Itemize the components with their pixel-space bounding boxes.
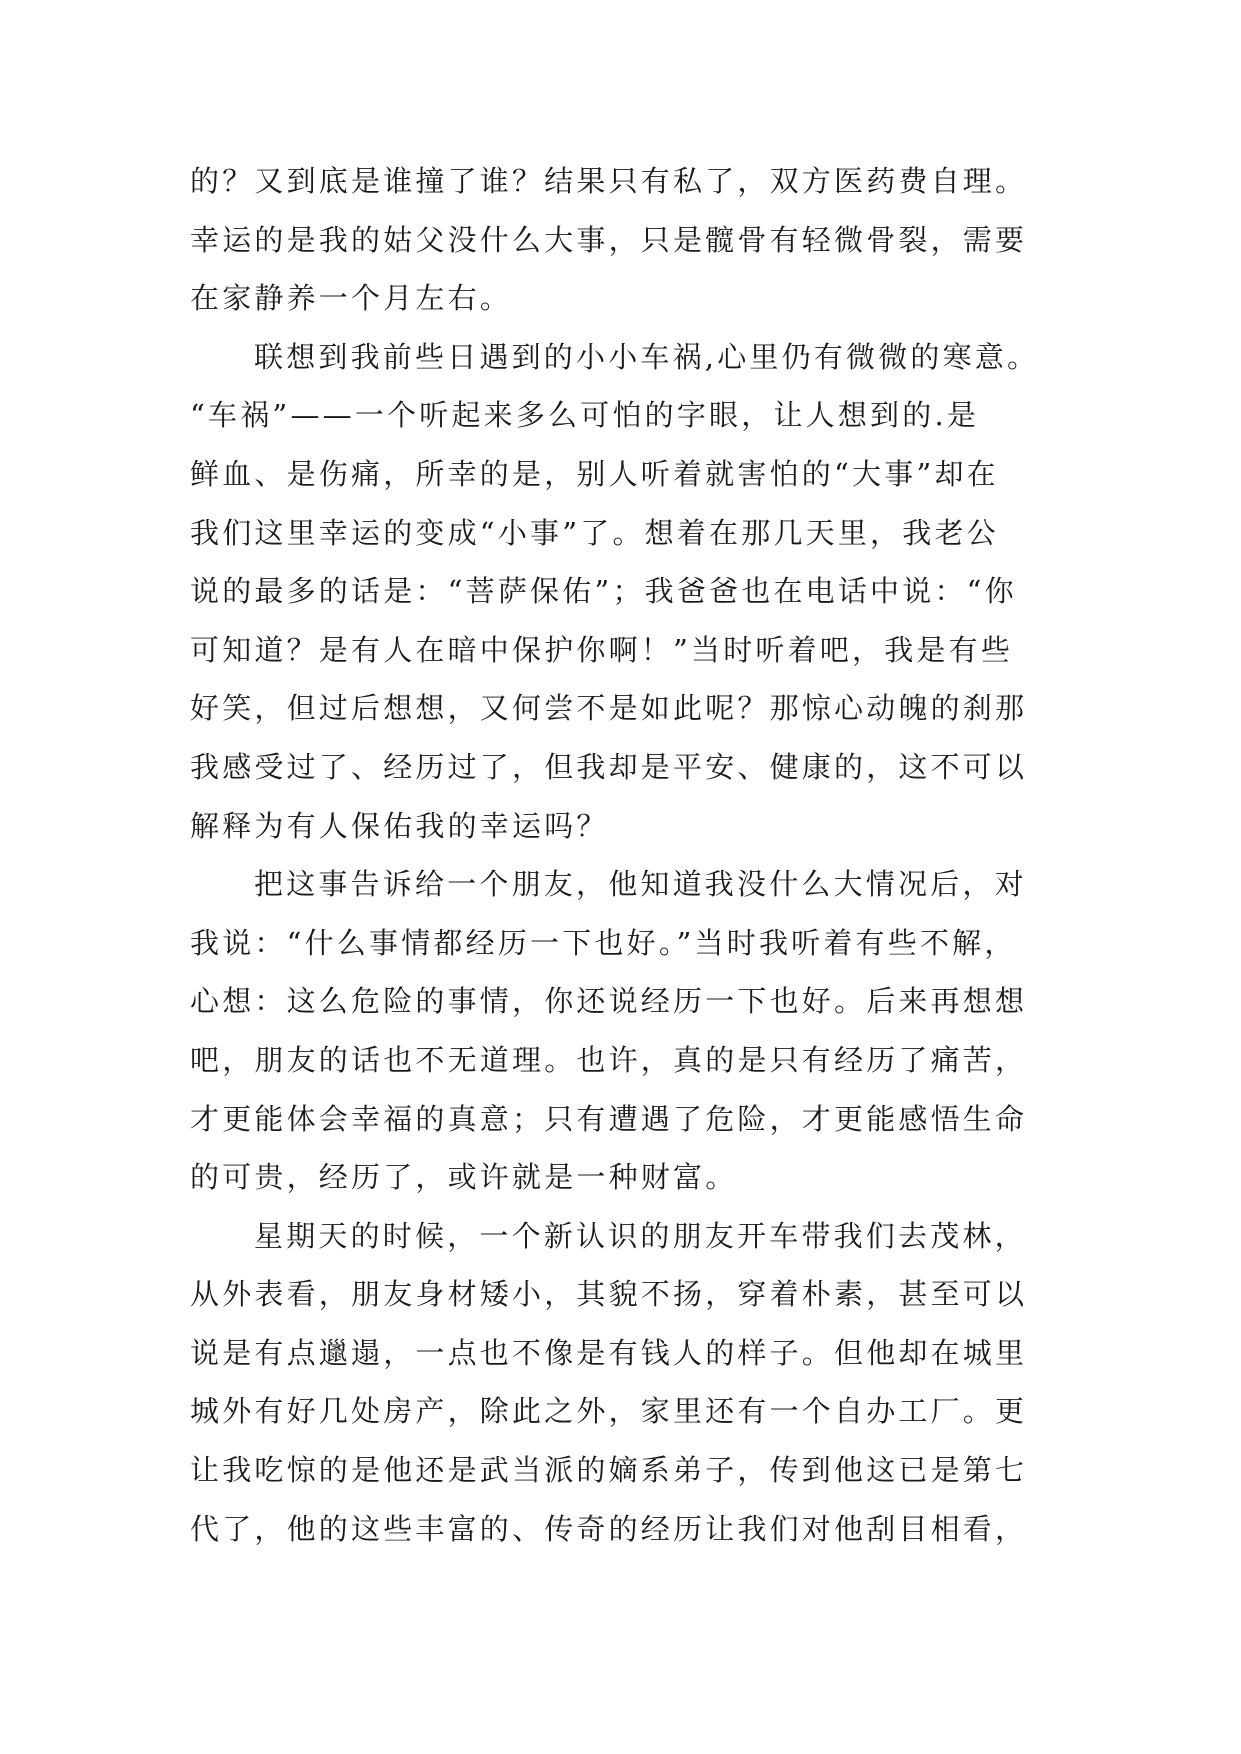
text-line: 的？又到底是谁撞了谁？结果只有私了，双方医药费自理。 [190,164,1028,198]
body-text [190,152,1080,1558]
text-line: 说是有点邋遢，一点也不像是有钱人的样子。但他却在城里 [190,1335,1028,1370]
text-line: 好笑，但过后想想，又何尝不是如此呢？那惊心动魄的刹那 [190,691,1028,726]
text-line: “车祸”——一个听起来多么可怕的字眼，让人想到的.是 [190,398,980,433]
text-line: 说的最多的话是：“菩萨保佑”；我爸爸也在电话中说：“你 [190,574,1017,609]
paragraph-first-line: 星期天的时候，一个新认识的朋友开车带我们去茂林， [254,1218,1027,1253]
text-line: 吧，朋友的话也不无道理。也许，真的是只有经历了痛苦， [190,1042,1028,1077]
text-line: 让我吃惊的是他还是武当派的嫡系弟子，传到他这已是第七 [190,1453,1028,1488]
text-line: 城外有好几处房产，除此之外，家里还有一个自办工厂。更 [190,1394,1028,1429]
text-line: 在家静养一个月左右。 [190,281,513,316]
paragraph-first-line: 把这事告诉给一个朋友，他知道我没什么大情况后，对 [254,867,1027,902]
text-line: 我们这里幸运的变成“小事”了。想着在那几天里，我老公 [190,515,999,550]
text-line: 幸运的是我的姑父没什么大事，只是髋骨有轻微骨裂，需要 [190,222,1028,257]
text-line: 代了，他的这些丰富的、传奇的经历让我们对他刮目相看， [190,1511,1028,1546]
text-line: 我感受过了、经历过了，但我却是平安、健康的，这不可以 [190,749,1028,784]
text-line: 心想：这么危险的事情，你还说经历一下也好。后来再想想 [190,984,1028,1019]
text-line: 我说：“什么事情都经历一下也好。”当时我听着有些不解， [190,925,1017,960]
text-line: 才更能体会幸福的真意；只有遭遇了危险，才更能感悟生命 [190,1101,1028,1136]
text-line: 鲜血、是伤痛，所幸的是，别人听着就害怕的“大事”却在 [190,456,999,491]
text-line: 可知道？是有人在暗中保护你啊！”当时听着吧，我是有些 [190,632,1014,667]
text-line: 解释为有人保佑我的幸运吗？ [190,808,609,843]
text-line: 的可贵，经历了，或许就是一种财富。 [190,1160,738,1195]
text-line: 从外表看，朋友身材矮小，其貌不扬，穿着朴素，甚至可以 [190,1277,1028,1312]
paragraph-first-line: 联想到我前些日遇到的小小车祸,心里仍有微微的寒意。 [254,339,1040,374]
